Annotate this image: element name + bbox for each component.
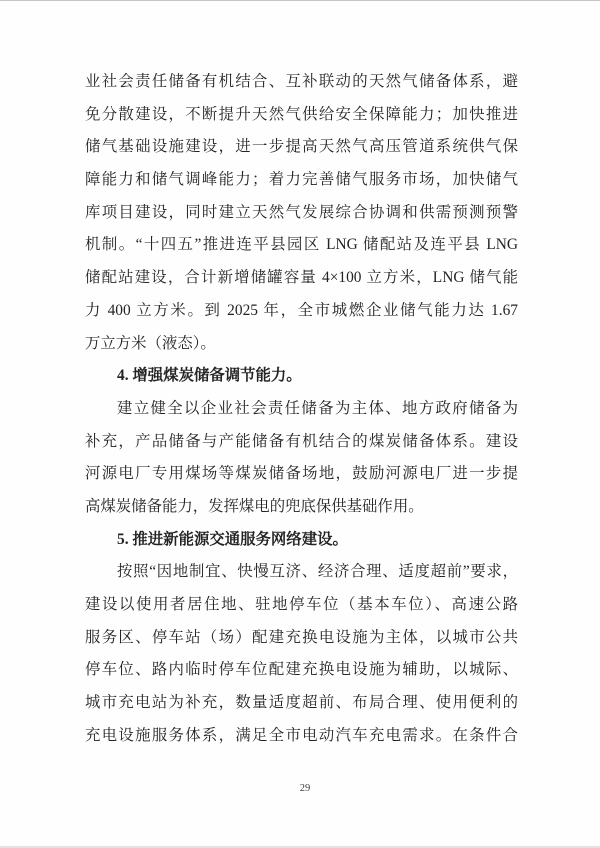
paragraph-line: 万立方米（液态）。 bbox=[85, 334, 216, 352]
page-footer bbox=[0, 782, 600, 796]
page-number: 29 bbox=[299, 783, 311, 794]
paragraph-line: 免分散建设，不断提升天然气供给安全保障能力；加快推进 bbox=[85, 105, 518, 123]
paragraph-line: 停车位、路内临时停车位配建充换电设施为辅助，以城际、 bbox=[85, 661, 518, 679]
paragraph-line: 库项目建设，同时建立天然气发展综合协调和供需预测预警 bbox=[85, 203, 518, 221]
paragraph-line: 储配站建设，合计新增储罐容量 4×100 立方米，LNG 储气能 bbox=[85, 269, 518, 287]
paragraph-line: 储气基础设施建设，进一步提高天然气高压管道系统供气保 bbox=[85, 138, 518, 156]
paragraph-line: 河源电厂专用煤场等煤炭储备场地，鼓励河源电厂进一步提 bbox=[85, 465, 518, 483]
paragraph-line: 业社会责任储备有机结合、互补联动的天然气储备体系，避 bbox=[85, 73, 518, 90]
paragraph-line: 服务区、停车站（场）配建充换电设施为主体，以城市公共 bbox=[85, 628, 518, 646]
paragraph-line: 城市充电站为补充，数量适度超前、布局合理、使用便利的 bbox=[85, 694, 518, 712]
paragraph-line: 补充，产品储备与产能储备有机结合的煤炭储备体系。建设 bbox=[85, 432, 518, 450]
paragraph-line: 充电设施服务体系，满足全市电动汽车充电需求。在条件合 bbox=[85, 726, 518, 744]
paragraph-line: 建立健全以企业社会责任储备为主体、地方政府储备为 bbox=[117, 399, 518, 417]
section-heading-4: 4. 增强煤炭储备调节能力。 bbox=[117, 367, 302, 385]
paragraph-line: 机制。“十四五”推进连平县园区 LNG 储配站及连平县 LNG bbox=[85, 236, 518, 254]
paragraph-line: 按照“因地制宜、快慢互济、经济合理、适度超前”要求， bbox=[117, 563, 518, 581]
paragraph-line: 力 400 立方米。到 2025 年，全市城燃企业储气能力达 1.67 bbox=[85, 301, 518, 319]
paragraph-line: 建设以使用者居住地、驻地停车位（基本车位）、高速公路 bbox=[85, 596, 518, 613]
text-block bbox=[85, 66, 518, 752]
paragraph-line: 高煤炭储备能力，发挥煤电的兜底保供基础作用。 bbox=[85, 497, 424, 515]
paragraph-line: 障能力和储气调峰能力；着力完善储气服务市场，加快储气 bbox=[85, 171, 518, 189]
section-heading-5: 5. 推进新能源交通服务网络建设。 bbox=[117, 530, 348, 548]
scan-edge-top bbox=[0, 0, 600, 1]
